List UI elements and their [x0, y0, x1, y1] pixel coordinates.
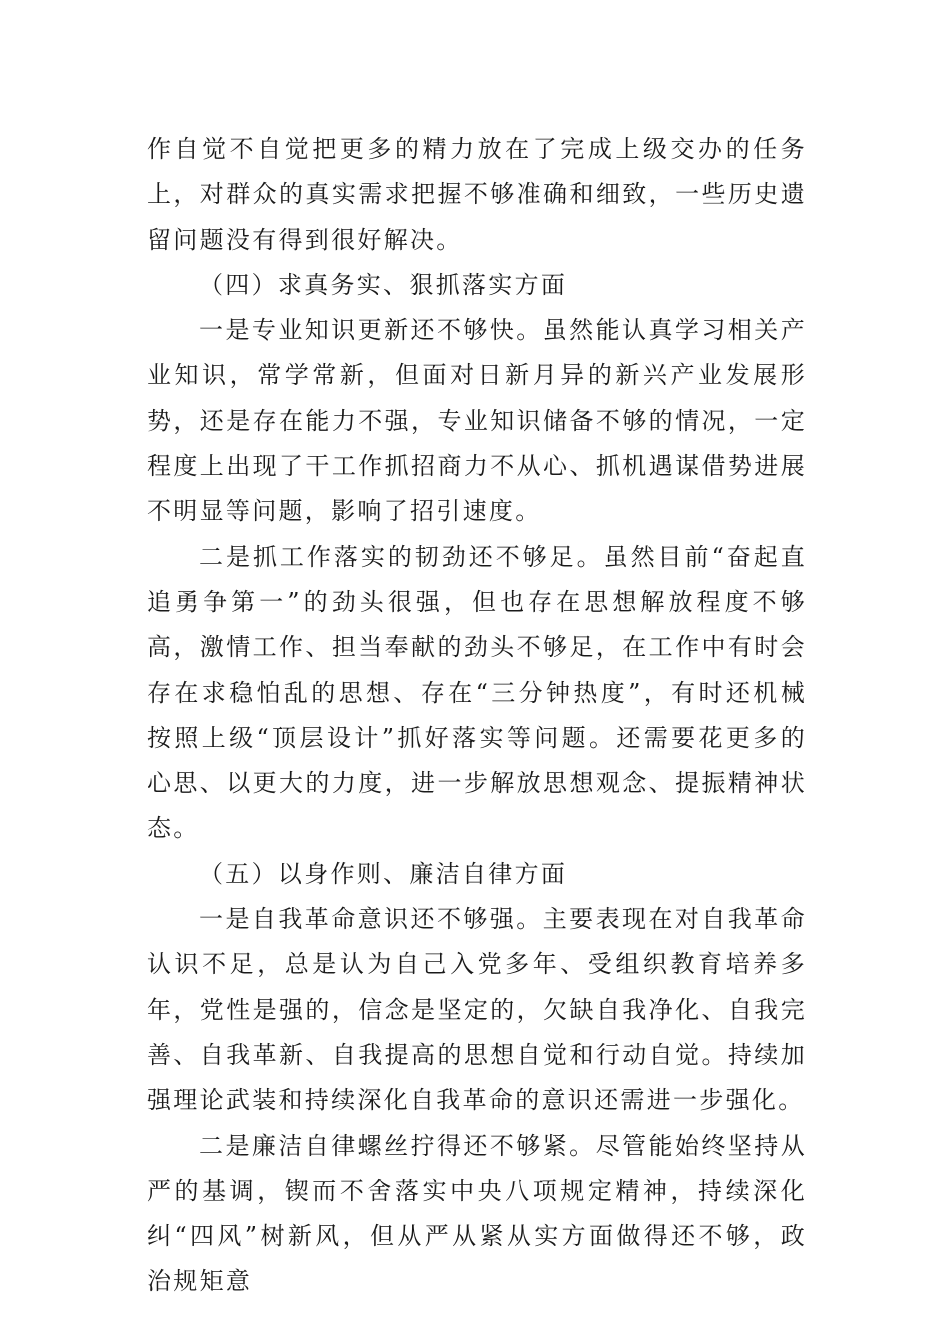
- document-body: [147, 127, 807, 1305]
- paragraph-4-1: 一是专业知识更新还不够快。虽然能认真学习相关产业知识，常学常新，但面对日新月异的新兴产业发展形势，还是存在能力不强，专业知识储备不够的情况，一定程度上出现了干工作抓招商力不从心、抓机遇谋借势进展不明显等问题，影响了招引速度。: [147, 316, 807, 526]
- section-heading-5: （五）以身作则、廉洁自律方面: [199, 859, 568, 888]
- paragraph-continuation: 作自觉不自觉把更多的精力放在了完成上级交办的任务上，对群众的真实需求把握不够准确和细致，一些历史遗留问题没有得到很好解决。: [147, 135, 807, 254]
- section-heading-4: （四）求真务实、狠抓落实方面: [199, 270, 568, 299]
- paragraph-5-1: 一是自我革命意识还不够强。主要表现在对自我革命认识不足，总是认为自己入党多年、受组织教育培养多年，党性是强的，信念是坚定的，欠缺自我净化、自我完善、自我革新、自我提高的思想自觉和行动自觉。持续加强理论武装和持续深化自我革命的意识还需进一步强化。: [147, 905, 807, 1115]
- paragraph-4-2: 二是抓工作落实的韧劲还不够足。虽然目前“奋起直追勇争第一”的劲头很强，但也存在思想解放程度不够高，激情工作、担当奉献的劲头不够足，在工作中有时会存在求稳怕乱的思想、存在“三分钟热度”，有时还机械按照上级“顶层设计”抓好落实等问题。还需要花更多的心思、以更大的力度，进一步解放思想观念、提振精神状态。: [147, 542, 807, 843]
- paragraph-5-2: 二是廉洁自律螺丝拧得还不够紧。尽管能始终坚持从严的基调，锲而不舍落实中央八项规定精神，持续深化纠“四风”树新风，但从严从紧从实方面做得还不够，政治规矩意: [147, 1131, 807, 1296]
